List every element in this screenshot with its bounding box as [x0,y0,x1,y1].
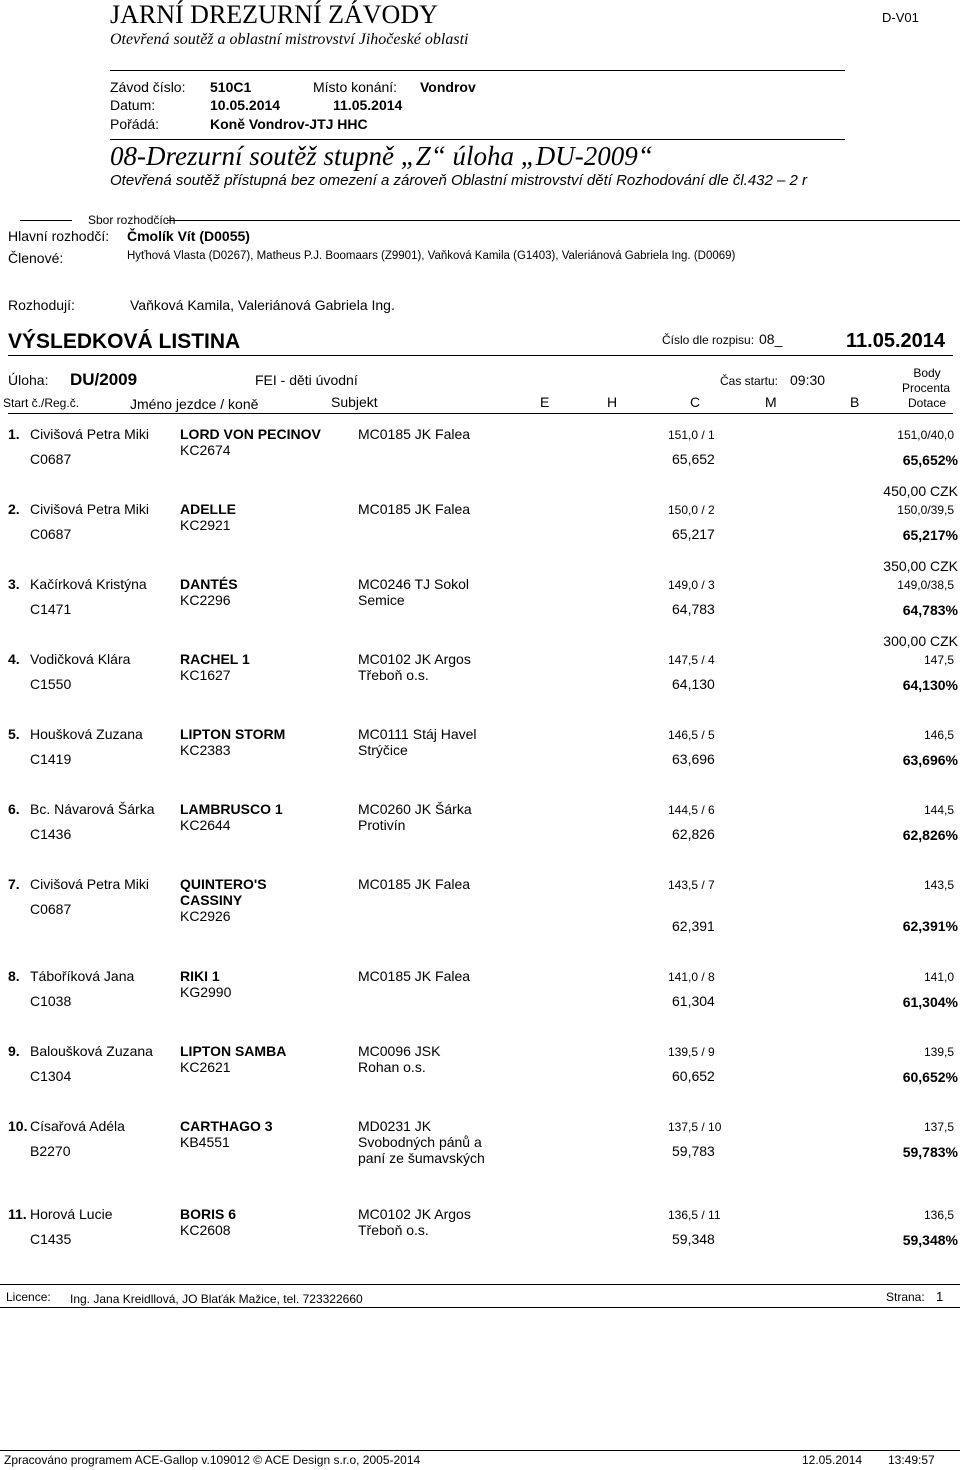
rider-name: Civišová Petra Miki [30,501,150,517]
horse-id: KC2383 [180,742,231,758]
deciding-label: Rozhodují: [8,297,75,313]
judge-c-score: 150,0 / 2 [668,503,715,517]
judge-c-score: 146,5 / 5 [668,728,715,742]
prize-money: 450,00 CZK [883,483,958,499]
club: MC0185 JK Falea [358,968,471,984]
task-value: DU/2009 [70,370,138,389]
horse-name: LAMBRUSCO 1 [180,801,283,817]
total-points: 144,5 [923,803,954,817]
judge-c-score: 141,0 / 8 [668,970,715,984]
horse-id: KC2621 [180,1059,231,1075]
judge-c-score: 137,5 / 10 [668,1120,722,1134]
footer-rule-top [0,1284,960,1285]
club: MC0096 JSK [358,1043,441,1059]
club: MC0102 JK Argos [358,651,471,667]
club: MC0246 TJ Sokol [358,576,470,592]
judge-c-score: 136,5 / 11 [668,1208,721,1222]
col-club: Subjekt [331,394,378,410]
horse-name-line2: CASSINY [180,892,243,908]
judge-c-percent: 62,826 [672,826,715,842]
horse-name: DANTÉS [180,576,238,592]
schedule-value: 08_ [759,331,783,347]
organizer-label: Pořádá: [110,116,160,132]
judge-c-percent: 62,391 [672,918,715,934]
rider-reg-number: C1435 [30,1231,72,1247]
race-value: 510C1 [210,79,252,95]
total-points: 143,5 [923,878,954,892]
total-points: 147,5 [923,653,954,667]
rider-name: Táboříková Jana [30,968,135,984]
club-line2: Svobodných pánů a [358,1134,482,1150]
total-percent: 62,826% [902,827,958,843]
horse-id: KG2990 [180,984,232,1000]
rider-name: Vodičková Klára [30,651,131,667]
page-number: 1 [936,1289,944,1304]
results-rule [8,355,953,356]
total-percent: 63,696% [902,752,958,768]
rider-name: Kačírková Kristýna [30,576,147,592]
club-line2: Protivín [358,817,406,833]
horse-id: KC2926 [180,908,231,924]
judge-c-percent: 59,348 [672,1231,715,1247]
club-line2: Třeboň o.s. [358,667,429,683]
col-e: E [540,394,550,410]
judge-c-score: 147,5 / 4 [668,653,715,667]
deciding-value: Vaňková Kamila, Valeriánová Gabriela Ing. [130,297,395,313]
horse-name: BORIS 6 [180,1206,237,1222]
club-line2: Strýčice [358,742,408,758]
rank: 2. [8,501,20,517]
bottom-rule [0,1450,960,1451]
competition-title: 08-Drezurní soutěž stupně „Z“ úloha „DU-2009“ [110,141,653,171]
horse-name: RIKI 1 [180,968,220,984]
total-percent: 64,130% [902,677,958,693]
rider-reg-number: C1436 [30,826,72,842]
club: MC0111 Stáj Havel [358,726,477,742]
col-b: B [850,394,860,410]
print-time: 13:49:57 [888,1453,935,1467]
task-label: Úloha: [8,372,49,388]
club-line2: Třeboň o.s. [358,1222,429,1238]
document-code: D-V01 [882,10,919,25]
col-points: Body [913,366,941,380]
results-title: VÝSLEDKOVÁ LISTINA [8,330,241,353]
rider-name: Civišová Petra Miki [30,426,150,442]
rider-name: Civišová Petra Miki [30,876,150,892]
competition-description: Otevřená soutěž přístupná bez omezení a zároveň Oblastní mistrovství dětí Rozhodování dle čl.432 – 2 r [110,172,808,189]
judge-c-score: 143,5 / 7 [668,878,715,892]
table-header-rule [8,413,953,414]
col-percent: Procenta [901,381,951,395]
club: MC0185 JK Falea [358,501,471,517]
page-subtitle: Otevřená soutěž a oblastní mistrovství Jihočeské oblasti [110,31,469,48]
rank: 3. [8,576,20,592]
col-prize: Dotace [907,396,947,410]
rider-reg-number: C1471 [30,601,72,617]
total-points: 136,5 [923,1208,954,1222]
horse-name: LIPTON STORM [180,726,286,742]
rider-name: Císařová Adéla [30,1118,125,1134]
horse-id: KC2921 [180,517,231,533]
race-label: Závod číslo: [110,79,186,95]
club: MC0102 JK Argos [358,1206,471,1222]
judge-c-percent: 60,652 [672,1068,715,1084]
total-percent: 61,304% [902,994,958,1010]
page-title: JARNÍ DREZURNÍ ZÁVODY [110,0,438,29]
rank: 7. [8,876,20,892]
col-m: M [765,394,777,410]
rank: 11. [8,1206,27,1222]
organizer-value: Koně Vondrov-JTJ HHC [210,116,368,132]
rider-reg-number: C1419 [30,751,72,767]
rider-reg-number: C1038 [30,993,72,1009]
horse-id: KC2296 [180,592,231,608]
horse-id: KB4551 [180,1134,230,1150]
total-points: 150,0/39,5 [897,503,954,517]
total-points: 151,0/40,0 [897,428,954,442]
venue-label: Místo konání: [313,79,398,95]
judges-rule-left [20,220,72,221]
judge-c-percent: 65,652 [672,451,715,467]
judges-rule-right [167,220,960,221]
footer-rule-bottom [0,1307,960,1308]
judge-c-percent: 63,696 [672,751,715,767]
col-start: Start č./Reg.č. [3,396,80,410]
judge-c-percent: 59,783 [672,1143,715,1159]
chief-judge-value: Čmolík Vít (D0055) [127,228,250,244]
schedule-label: Číslo dle rozpisu: [662,333,755,347]
total-percent: 64,783% [902,602,958,618]
judge-c-score: 151,0 / 1 [668,428,715,442]
club-line2: Rohan o.s. [358,1059,426,1075]
total-points: 149,0/38,5 [897,578,954,592]
judge-c-percent: 65,217 [672,526,715,542]
col-h: H [607,394,618,410]
results-date: 11.05.2014 [846,330,945,352]
club: MD0231 JK [358,1118,432,1134]
members-value: Hyťhová Vlasta (D0267), Matheus P.J. Boomaars (Z9901), Vaňková Kamila (G1403), Valeriánová Gabriela Ing. (D0069) [127,250,736,262]
event-rule [110,139,845,140]
rank: 10. [8,1118,28,1134]
license-value: Ing. Jana Kreidllová, JO Blaťák Mažice, tel. 723322660 [70,1292,363,1306]
rank: 8. [8,968,20,984]
rider-name: Horová Lucie [30,1206,113,1222]
rider-reg-number: C0687 [30,901,72,917]
total-points: 139,5 [923,1045,954,1059]
horse-name: RACHEL 1 [180,651,250,667]
total-percent: 59,348% [902,1232,958,1248]
judge-c-score: 149,0 / 3 [668,578,715,592]
judge-c-score: 144,5 / 6 [668,803,715,817]
date-to: 11.05.2014 [333,97,403,113]
total-points: 141,0 [923,970,954,984]
total-percent: 59,783% [902,1144,958,1160]
total-percent: 65,652% [902,452,958,468]
rider-reg-number: C1304 [30,1068,72,1084]
rank: 9. [8,1043,20,1059]
rider-reg-number: B2270 [30,1143,71,1159]
chief-judge-label: Hlavní rozhodčí: [8,228,110,244]
total-percent: 62,391% [902,918,958,934]
start-time-label: Čas startu: [720,374,779,388]
rider-name: Houšková Zuzana [30,726,143,742]
prize-money: 300,00 CZK [883,633,958,649]
horse-id: KC2644 [180,817,231,833]
club: MC0185 JK Falea [358,426,471,442]
club: MC0185 JK Falea [358,876,471,892]
judge-c-percent: 64,130 [672,676,715,692]
category: FEI - děti úvodní [255,372,358,388]
header-rule [110,70,845,71]
club-line3: paní ze šumavských [358,1150,485,1166]
horse-id: KC2674 [180,442,231,458]
total-percent: 65,217% [902,527,958,543]
date-from: 10.05.2014 [210,97,281,113]
start-time-value: 09:30 [790,372,826,388]
rank: 4. [8,651,20,667]
judge-c-percent: 64,783 [672,601,715,617]
col-name: Jméno jezdce / koně [130,396,259,412]
members-label: Členové: [8,250,64,266]
horse-id: KC1627 [180,667,231,683]
judges-panel-label: Sbor rozhodčích [88,213,176,227]
horse-name: LIPTON SAMBA [180,1043,287,1059]
software-credit: Zpracováno programem ACE-Gallop v.109012 © ACE Design s.r.o, 2005-2014 [4,1453,421,1467]
horse-name: CARTHAGO 3 [180,1118,273,1134]
judge-c-score: 139,5 / 9 [668,1045,715,1059]
rider-name: Bc. Návarová Šárka [30,801,155,817]
club: MC0260 JK Šárka [358,801,472,817]
license-label: Licence: [6,1290,51,1304]
rank: 5. [8,726,20,742]
rider-reg-number: C0687 [30,526,72,542]
club-line2: Semice [358,592,405,608]
rank: 1. [8,426,20,442]
total-percent: 60,652% [902,1069,958,1085]
rider-reg-number: C0687 [30,451,72,467]
horse-name: ADELLE [180,501,236,517]
venue-value: Vondrov [420,79,476,95]
horse-name: LORD VON PECINOV [180,426,321,442]
rider-name: Baloušková Zuzana [30,1043,153,1059]
rider-reg-number: C1550 [30,676,72,692]
col-c: C [690,394,701,410]
total-points: 137,5 [923,1120,954,1134]
total-points: 146,5 [923,728,954,742]
page-label: Strana: [886,1290,925,1304]
print-date: 12.05.2014 [802,1453,863,1467]
rank: 6. [8,801,20,817]
date-label: Datum: [110,97,156,113]
prize-money: 350,00 CZK [883,558,958,574]
horse-name: QUINTERO'S [180,876,267,892]
judge-c-percent: 61,304 [672,993,715,1009]
horse-id: KC2608 [180,1222,231,1238]
